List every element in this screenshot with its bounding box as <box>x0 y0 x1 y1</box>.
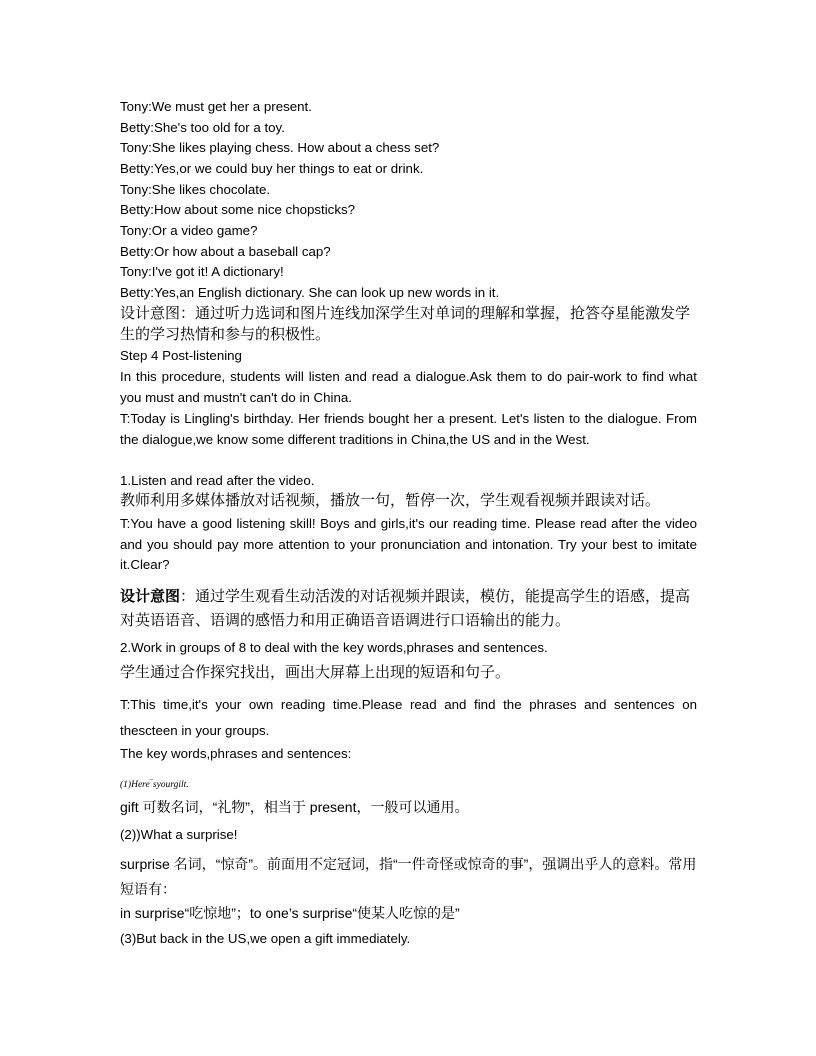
design-intent-2 <box>120 585 697 633</box>
step4-heading: Step 4 Post-listening <box>120 348 242 363</box>
design-intent-2-label: 设计意图 <box>120 588 181 605</box>
task1-teacher: T:You have a good listening skill! Boys and girls,it's our reading time. Please read after the video and you should pay more attention to your pronunciation and intonation. Try your best to imitate it.Clear? <box>120 516 697 573</box>
teacher-intro: T:Today is Lingling's birthday. Her friends bought her a present. Let's listen to the dialogue. From the dialogue,we know some different traditions in China,the US and in the West. <box>120 411 697 447</box>
dialogue-line-9: Tony:I've got it! A dictionary! <box>120 264 284 279</box>
item1: (1)Here‾syourgilt. <box>120 780 189 790</box>
task2-cn: 学生通过合作探究找出，画出大屏幕上出现的短语和句子。 <box>120 664 511 681</box>
dialogue-line-3: Tony:She likes playing chess. How about a chess set? <box>120 140 440 155</box>
item2: (2))What a surprise! <box>120 827 238 842</box>
dialogue-line-8: Betty:Or how about a baseball cap? <box>120 244 331 259</box>
dialogue-line-4: Betty:Yes,or we could buy her things to eat or drink. <box>120 161 424 176</box>
item3: (3)But back in the US,we open a gift immediately. <box>120 931 411 946</box>
design-intent-1: 设计意图：通过听力选词和图片连线加深学生对单词的理解和掌握，抢答夺星能激发学生的学习热情和参与的积极性。 <box>120 305 691 343</box>
procedure-text: In this procedure, students will listen and read a dialogue.Ask them to do pair-work to find what you must and mustn't can't do in China. <box>120 369 697 405</box>
item1-note: gift 可数名词，“礼物”，相当于 present，一般可以通用。 <box>120 799 469 815</box>
dialogue-line-2: Betty:She's too old for a toy. <box>120 120 285 135</box>
task1-title: 1.Listen and read after the video. <box>120 473 315 488</box>
dialogue-line-6: Betty:How about some nice chopsticks? <box>120 202 356 217</box>
task2-teacher: T:This time,it's your own reading time.Please read and find the phrases and sentences on thescteen in your groups. <box>120 697 697 738</box>
item2-note: surprise 名词，“惊奇”。前面用不定冠词，指“一件奇怪或惊奇的事”，强调出乎人的意料。常用短语有： <box>120 856 697 897</box>
key-heading: The key words,phrases and sentences: <box>120 746 352 761</box>
dialogue-line-10: Betty:Yes,an English dictionary. She can look up new words in it. <box>120 285 500 300</box>
task2-title: 2.Work in groups of 8 to deal with the key words,phrases and sentences. <box>120 640 548 655</box>
design-intent-2-text: ：通过学生观看生动活泼的对话视频并跟读，模仿，能提高学生的语感，提高对英语语音、语调的感悟力和用正确语音语调进行口语输出的能力。 <box>120 588 691 629</box>
dialogue-line-7: Tony:Or a video game? <box>120 223 258 238</box>
item2-phrases: in surprise“吃惊地”；to one’s surprise“使某人吃惊的是” <box>120 905 460 921</box>
dialogue-line-1: Tony:We must get her a present. <box>120 99 312 114</box>
task1-cn: 教师利用多媒体播放对话视频，播放一句，暂停一次，学生观看视频并跟读对话。 <box>120 492 661 509</box>
dialogue-line-5: Tony:She likes chocolate. <box>120 182 271 197</box>
